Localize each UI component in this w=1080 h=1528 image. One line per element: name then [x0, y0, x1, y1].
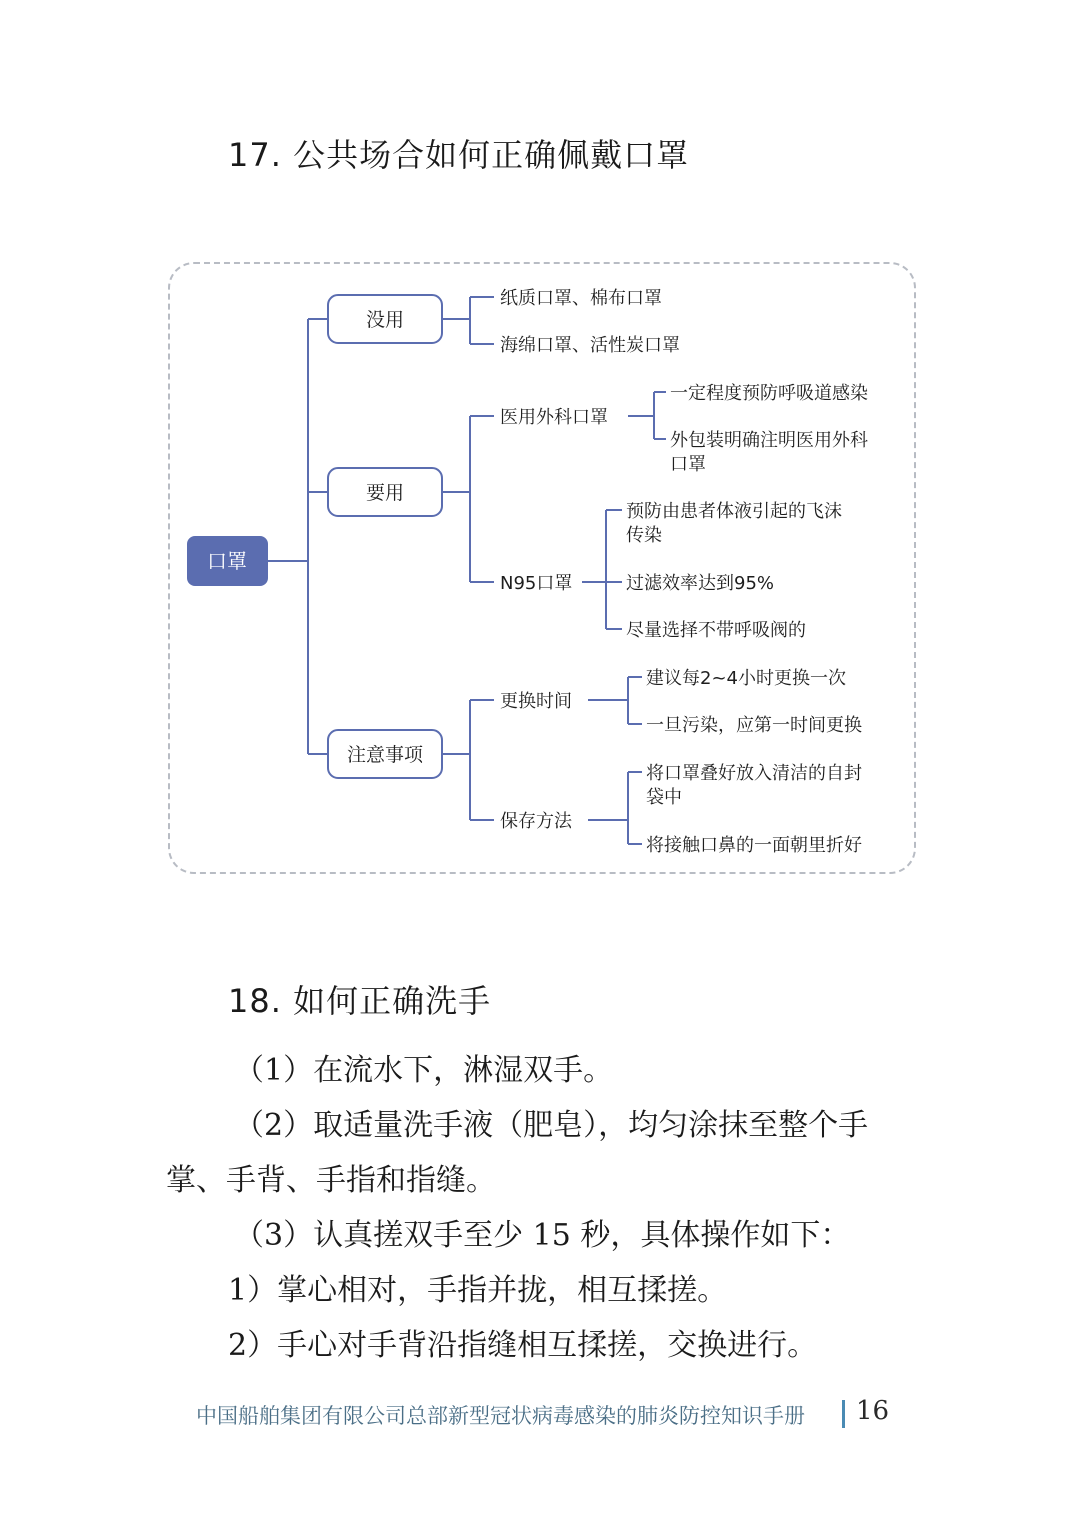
node-storage-method: 保存方法 — [500, 811, 572, 832]
handwash-step-2-cont: 掌、手背、手指和指缝。 — [166, 1163, 496, 1198]
leaf-sponge-carbon: 海绵口罩、活性炭口罩 — [500, 335, 680, 356]
leaf-surgical-1: 一定程度预防呼吸道感染 — [670, 383, 868, 404]
handwash-step-3: （3）认真搓双手至少 15 秒，具体操作如下： — [234, 1218, 851, 1253]
leaf-n95-2: 过滤效率达到95% — [626, 573, 775, 594]
node-notes-label: 注意事项 — [346, 744, 424, 766]
handwash-substep-2: 2）手心对手背沿指缝相互揉搓，交换进行。 — [228, 1328, 818, 1363]
leaf-storage-1: 将口罩叠好放入清洁的自封 — [646, 763, 862, 784]
section-18-title: 18. 如何正确洗手 — [228, 982, 492, 1020]
leaf-n95-1-cont: 传染 — [626, 525, 662, 546]
handwash-step-2: （2）取适量洗手液（肥皂），均匀涂抹至整个手 — [234, 1108, 869, 1143]
handwash-substep-1: 1）掌心相对，手指并拢，相互揉搓。 — [228, 1273, 728, 1308]
section-17-title: 17. 公共场合如何正确佩戴口罩 — [228, 136, 690, 174]
node-surgical-mask: 医用外科口罩 — [500, 407, 608, 428]
handwash-step-1: （1）在流水下，淋湿双手。 — [234, 1053, 614, 1088]
mindmap-diagram — [170, 264, 918, 876]
page-number: 16 — [856, 1396, 890, 1426]
leaf-n95-3: 尽量选择不带呼吸阀的 — [626, 620, 806, 641]
root-node-label: 口罩 — [207, 549, 247, 573]
leaf-paper-cotton: 纸质口罩、棉布口罩 — [500, 288, 662, 309]
node-replace-time: 更换时间 — [500, 691, 572, 712]
leaf-replace-1: 建议每2~4小时更换一次 — [646, 668, 846, 689]
node-useful-label: 要用 — [365, 482, 405, 504]
leaf-surgical-2: 外包装明确注明医用外科 — [670, 430, 868, 451]
leaf-storage-1-cont: 袋中 — [646, 787, 682, 808]
footer-divider — [842, 1400, 845, 1428]
node-useless-label: 没用 — [365, 309, 405, 331]
leaf-storage-2: 将接触口鼻的一面朝里折好 — [646, 835, 862, 856]
node-n95-mask: N95口罩 — [500, 573, 573, 594]
leaf-replace-2: 一旦污染，应第一时间更换 — [646, 715, 862, 736]
mask-mindmap — [168, 262, 916, 874]
footer-title: 中国船舶集团有限公司总部新型冠状病毒感染的肺炎防控知识手册 — [196, 1404, 805, 1428]
leaf-n95-1: 预防由患者体液引起的飞沫 — [626, 501, 842, 522]
leaf-surgical-2-cont: 口罩 — [670, 454, 706, 475]
